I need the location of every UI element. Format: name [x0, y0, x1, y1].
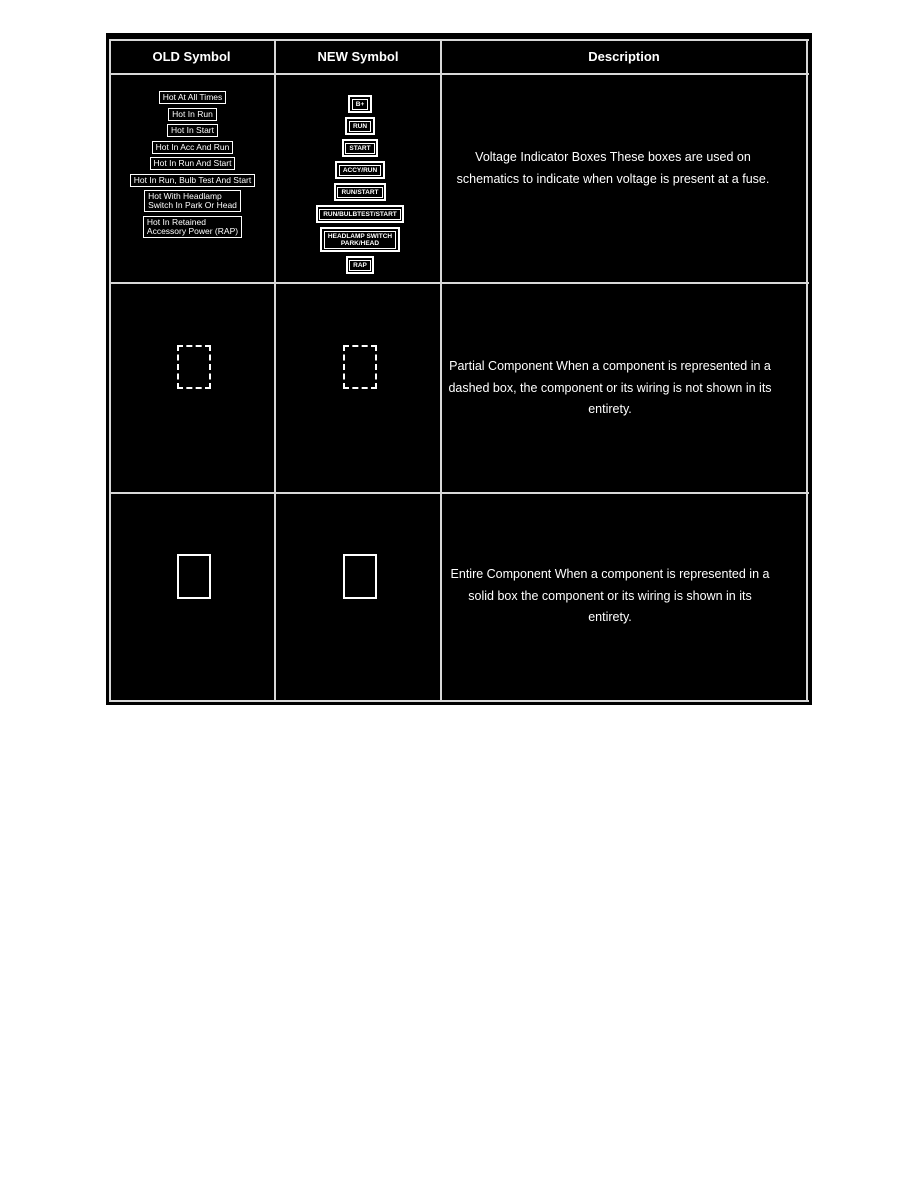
- description-entire-component: Entire Component When a component is represented in a solid box the component or its wiring is shown in its entirety.: [450, 567, 770, 624]
- description-voltage-indicator: Voltage Indicator Boxes These boxes are used on schematics to indicate when voltage is present at a fuse.: [456, 150, 770, 186]
- old-symbol-box: Hot In Acc And Run: [152, 141, 234, 154]
- row-divider-1: [109, 282, 809, 284]
- old-symbol-box: Hot In Run And Start: [150, 157, 236, 170]
- table-border-right: [806, 39, 808, 702]
- old-symbol-box: Hot In Run, Bulb Test And Start: [130, 174, 256, 187]
- old-symbol-box: Hot At All Times: [159, 91, 227, 104]
- new-symbol-label: RUN: [349, 121, 371, 132]
- new-symbol-label: START: [345, 143, 374, 154]
- old-symbol-box: Hot In Start: [167, 124, 218, 137]
- new-symbol-box: [346, 256, 375, 274]
- new-symbol-label: HEADLAMP SWITCH PARK/HEAD: [324, 231, 396, 249]
- header-divider: [109, 73, 809, 75]
- new-symbol-label: B+: [352, 99, 369, 110]
- new-solid-box-icon: [343, 554, 377, 599]
- symbol-table: [106, 33, 812, 705]
- new-symbol-box: [320, 227, 399, 252]
- new-dashed-box-icon: [343, 345, 377, 389]
- new-symbol-box: [348, 95, 372, 113]
- old-symbol-box: Hot In Run: [168, 108, 217, 121]
- new-symbol-box: [345, 117, 374, 135]
- table-grid: [109, 39, 809, 703]
- new-symbol-label: RUN/START: [337, 187, 382, 198]
- old-voltage-boxes: [109, 91, 276, 241]
- new-symbol-box: [334, 183, 386, 201]
- old-dashed-box-icon: [177, 345, 211, 389]
- description-partial-component: Partial Component When a component is represented in a dashed box, the component or its wiring is not shown in its entirety.: [448, 359, 772, 416]
- new-symbol-box: [342, 139, 378, 157]
- header-old-symbol: OLD Symbol: [152, 48, 231, 64]
- table-border-bottom: [109, 700, 809, 702]
- new-symbol-label: RAP: [349, 260, 371, 271]
- old-symbol-box: Hot In Retained Accessory Power (RAP): [143, 216, 242, 238]
- header-new-symbol: NEW Symbol: [317, 48, 399, 64]
- old-solid-box-icon: [177, 554, 211, 599]
- row-divider-2: [109, 492, 809, 494]
- new-symbol-box: [316, 205, 405, 223]
- new-symbol-box: [335, 161, 384, 179]
- old-symbol-box: Hot With Headlamp Switch In Park Or Head: [144, 190, 241, 212]
- new-symbol-label: ACCY/RUN: [339, 165, 381, 176]
- new-voltage-boxes: [277, 95, 443, 278]
- new-symbol-label: RUN/BULBTEST/START: [319, 209, 401, 220]
- header-description: Description: [588, 48, 660, 64]
